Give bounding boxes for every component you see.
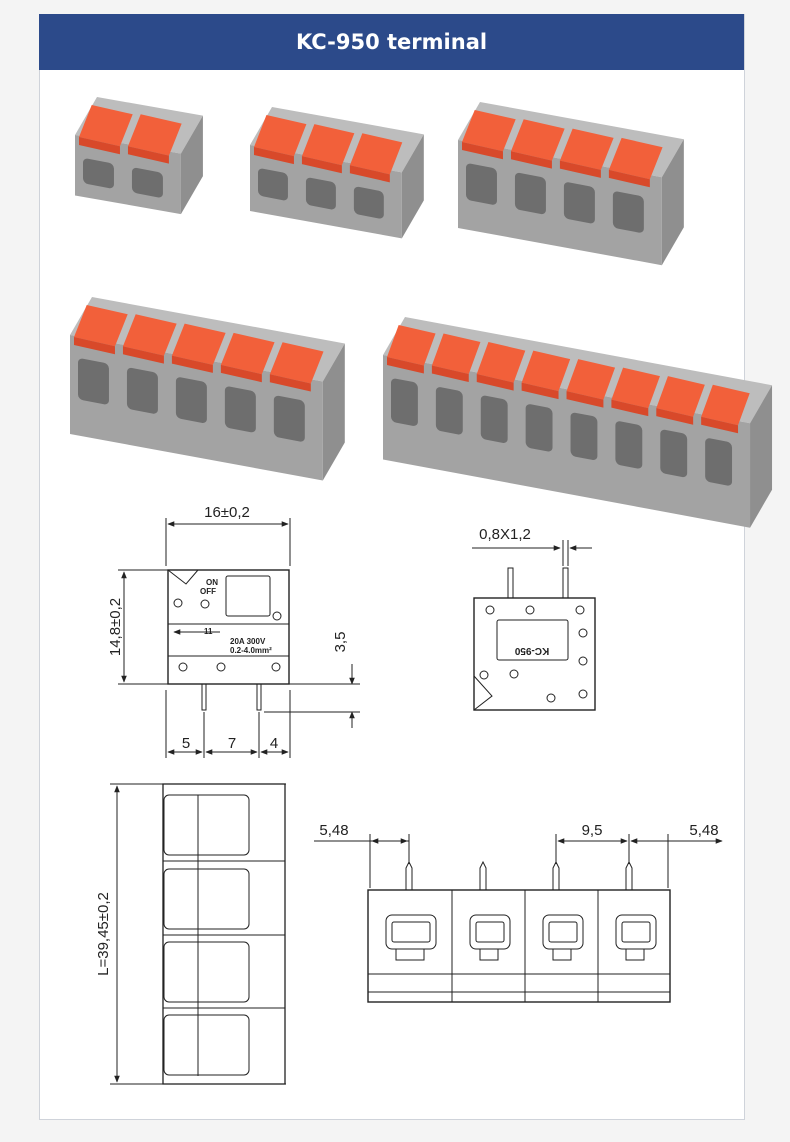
terminal-block-4-way — [458, 102, 684, 265]
terminal-block-8-way — [383, 317, 772, 528]
length-dimension-label: L=39,45±0,2 — [95, 892, 112, 976]
bottom-dimension-3: 4 — [269, 735, 279, 752]
front-view-drawing — [314, 834, 722, 1002]
terminal-block-2-way — [75, 97, 203, 214]
terminal-block-3-way — [250, 107, 424, 238]
back-view-drawing — [472, 540, 595, 710]
wire-range-label: 0.2-4.0mm² — [230, 646, 272, 655]
pin-size-label: 0,8X1,2 — [479, 526, 531, 543]
pitch-label: 9,5 — [581, 822, 603, 839]
height-dimension-label: 14,8±0,2 — [107, 597, 124, 657]
product-photos — [70, 97, 772, 528]
front-view-openings — [386, 915, 656, 960]
left-offset-label: 5,48 — [319, 822, 349, 839]
strip-length-label: 11 — [204, 627, 213, 636]
top-view-drawing — [110, 784, 286, 1084]
model-label: KC-950 — [514, 645, 550, 656]
terminal-block-5-way — [70, 297, 345, 481]
width-dimension-label: 16±0,2 — [204, 504, 250, 521]
rating-label: 20A 300V — [230, 637, 266, 646]
front-opening — [386, 915, 436, 949]
bottom-dimension-2: 7 — [227, 735, 237, 752]
bottom-dimension-1: 5 — [181, 735, 191, 752]
page-title: KC-950 terminal — [39, 14, 744, 70]
off-label: OFF — [200, 587, 216, 596]
on-label: ON — [206, 578, 218, 587]
right-offset-label: 5,48 — [689, 822, 719, 839]
pin-dimension-label: 3,5 — [332, 631, 349, 653]
